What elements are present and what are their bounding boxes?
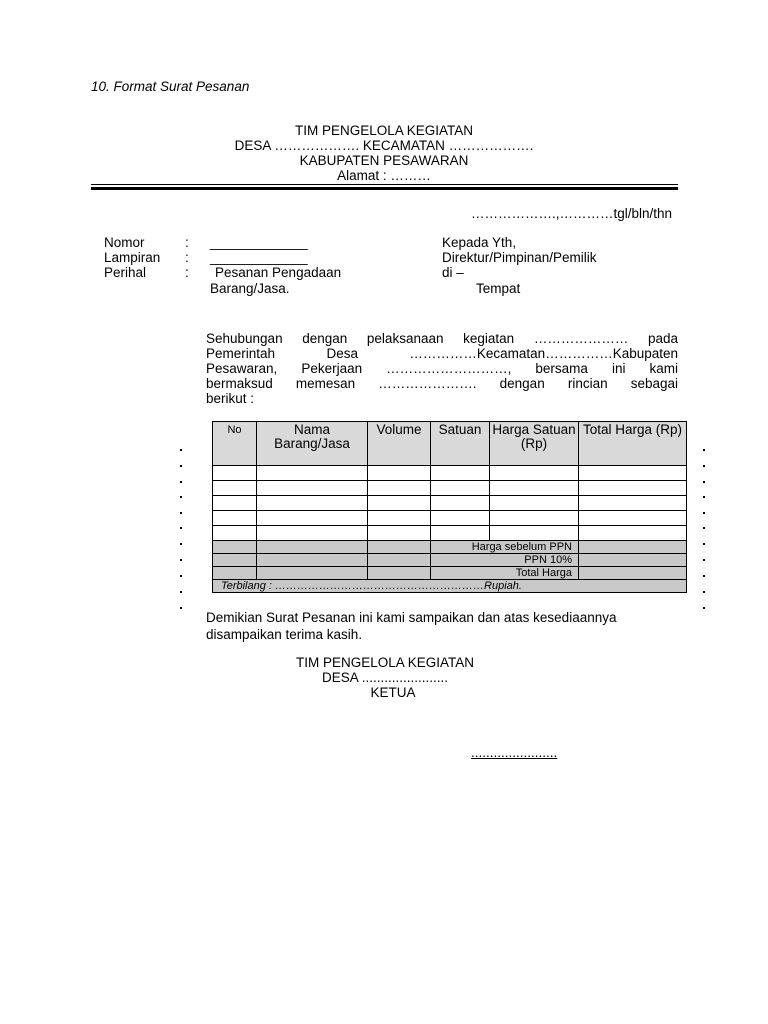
scan-dot: [703, 575, 705, 577]
scan-dot: [180, 559, 182, 561]
perihal-label: Perihal: [104, 265, 147, 280]
letterhead-regency: KABUPATEN PESAWARAN: [299, 153, 469, 168]
letterhead-org: TIM PENGELOLA KEGIATAN: [294, 123, 474, 138]
closing-line: Demikian Surat Pesanan ini kami sampaikan dan atas kesediaannya: [206, 610, 617, 625]
nomor-label: Nomor: [104, 235, 145, 250]
col-header-total: Total Harga (Rp): [579, 422, 687, 466]
lampiran-label: Lampiran: [104, 250, 161, 265]
scan-dot: [180, 481, 182, 483]
signature-title: KETUA: [370, 685, 416, 700]
scan-dot: [703, 496, 705, 498]
perihal-value-cont: Barang/Jasa.: [210, 281, 290, 296]
closing-line: disampaikan terima kasih.: [206, 627, 363, 642]
scan-dot: [703, 559, 705, 561]
signature-org: TIM PENGELOLA KEGIATAN: [295, 655, 475, 670]
scan-dot: [180, 591, 182, 593]
colon: :: [185, 235, 189, 250]
scan-dot: [180, 575, 182, 577]
closing-paragraph: [206, 609, 616, 643]
table-row: [213, 481, 687, 496]
addressee-at: di –: [442, 265, 464, 280]
subtotal-row: [213, 541, 687, 554]
colon: :: [185, 250, 189, 265]
scan-dot: [180, 527, 182, 529]
letterhead-rule-thin: [91, 184, 678, 185]
addressee-name: Direktur/Pimpinan/Pemilik: [442, 250, 597, 265]
addressee-place: Tempat: [476, 281, 521, 296]
letterhead-rule-thick: [91, 187, 678, 190]
nomor-value: _____________: [210, 235, 308, 250]
lampiran-value: _____________: [210, 250, 308, 265]
scan-dot: [703, 449, 705, 451]
scan-dot: [180, 543, 182, 545]
body-line: Pesawaran, Pekerjaan ………………………, bersama ini kami: [206, 361, 678, 376]
letterhead-address: Alamat : ………: [337, 168, 431, 183]
scan-dot: [703, 481, 705, 483]
body-line: Pemerintah Desa ……………Kecamatan……………Kabupaten: [206, 346, 678, 361]
signature-name: .......................: [471, 745, 558, 760]
scan-dot: [180, 512, 182, 514]
scan-dot: [703, 512, 705, 514]
table-row: [213, 511, 687, 526]
col-header-unit-price: Harga Satuan (Rp): [490, 422, 579, 466]
scan-dot: [180, 465, 182, 467]
colon: :: [185, 265, 189, 280]
perihal-value: Pesanan Pengadaan: [215, 265, 342, 280]
body-line: bermaksud memesan …………………. dengan rincian sebagai: [206, 376, 678, 391]
order-table: [212, 421, 687, 593]
letterhead-village: DESA ………………. KECAMATAN ……………….: [234, 138, 534, 153]
scan-dot: [703, 607, 705, 609]
scan-dot: [703, 465, 705, 467]
subtotal-label: Harga sebelum PPN: [431, 541, 579, 554]
body-line: berikut :: [206, 391, 255, 406]
scan-dot: [703, 591, 705, 593]
table-row: [213, 466, 687, 481]
scan-dot: [703, 527, 705, 529]
vat-label: PPN 10%: [431, 554, 579, 567]
date-line: ……………….,…………tgl/bln/thn: [470, 206, 672, 221]
scan-dot: [180, 496, 182, 498]
scan-dot: [703, 543, 705, 545]
body-line: Sehubungan dengan pelaksanaan kegiatan ………………… pada: [206, 331, 678, 346]
scan-dot: [180, 607, 182, 609]
vat-row: [213, 554, 687, 567]
col-header-item: Nama Barang/Jasa: [257, 422, 368, 466]
signature-village: DESA .......................: [321, 670, 449, 685]
table-row: [213, 526, 687, 541]
document-heading: 10. Format Surat Pesanan: [91, 79, 250, 94]
addressee-greeting: Kepada Yth,: [442, 235, 517, 250]
col-header-volume: Volume: [368, 422, 431, 466]
scan-dot: [180, 449, 182, 451]
total-row: [213, 567, 687, 580]
total-label: Total Harga: [431, 567, 579, 580]
in-words-text: Terbilang : …………………………………………………Rupiah.: [213, 580, 687, 593]
table-row: [213, 496, 687, 511]
col-header-no: No: [213, 422, 257, 466]
col-header-unit: Satuan: [431, 422, 490, 466]
in-words-row: [213, 580, 687, 593]
